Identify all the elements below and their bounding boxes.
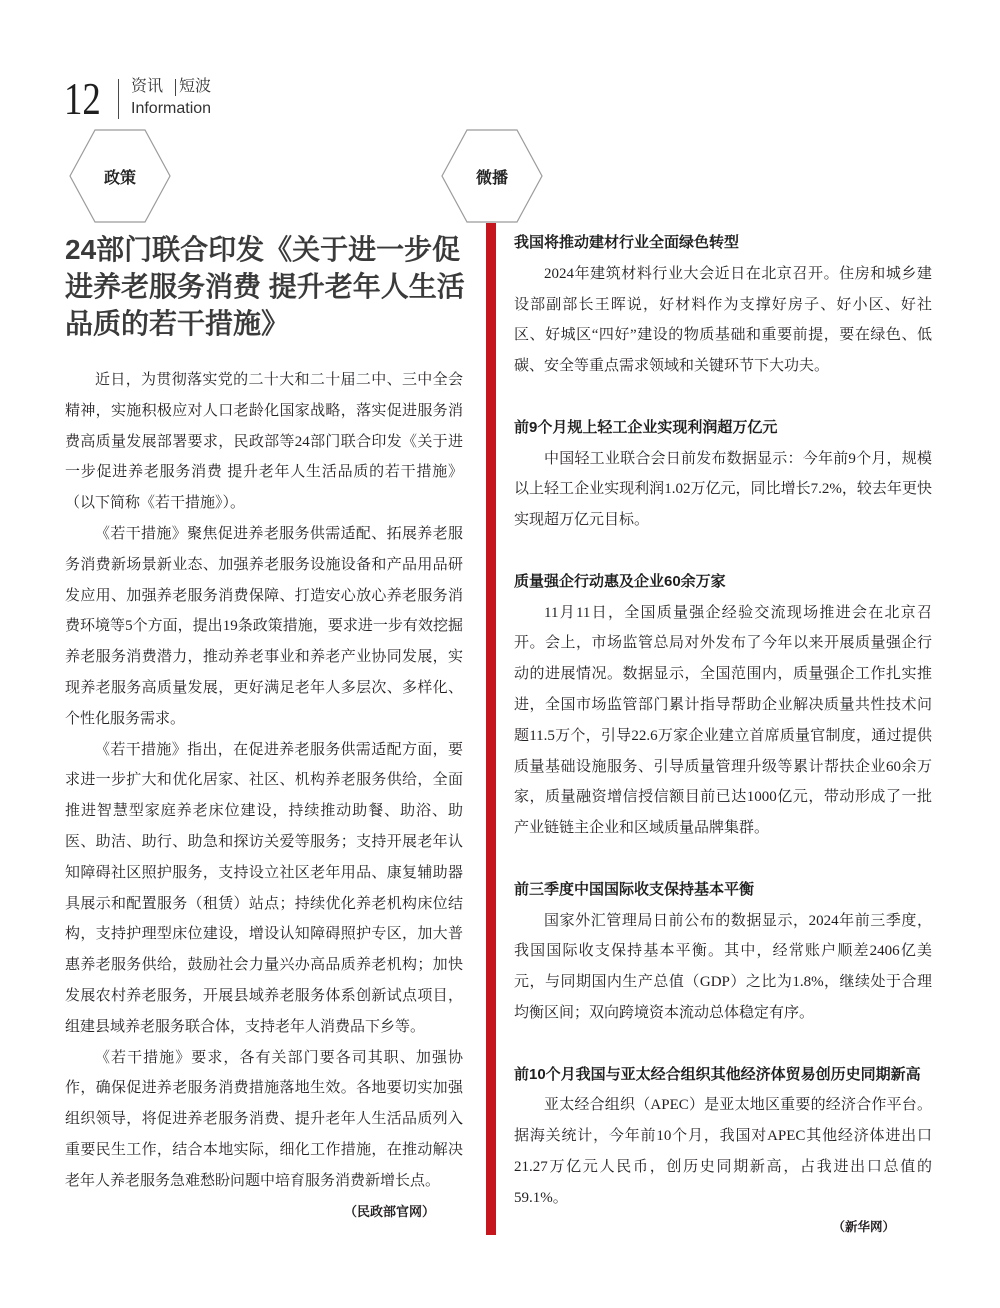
brief-body: 亚太经合组织（APEC）是亚太地区重要的经济合作平台。据海关统计，今年前10个月，我国对APEC其他经济体进出口21.27万亿元人民币，创历史同期新高，占我进出口总值的59.1%。 bbox=[514, 1097, 932, 1206]
title-line: 进养老服务消费 提升老年人生活 bbox=[65, 271, 465, 302]
section-label: 资讯 bbox=[131, 78, 164, 95]
policy-source: （民政部官网） bbox=[343, 1203, 435, 1219]
brief-body: 2024年建筑材料行业大会近日在北京召开。住房和城乡建设部副部长王晖说，好材料作为支撑好房子、好小区、好社区、好城区“四好”建设的物质基础和重要前提，要在绿色、低碳、安全等重点需求领域和关键环节下大功夫。 bbox=[514, 265, 932, 375]
title-line: 24部门联合印发《关于进一步促 bbox=[65, 234, 461, 265]
brief-heading: 前9个月规上轻工企业实现利润超万亿元 bbox=[514, 418, 778, 436]
policy-article-title bbox=[65, 231, 469, 342]
news-briefs bbox=[514, 228, 932, 1242]
header-divider bbox=[118, 79, 119, 119]
brief-item bbox=[514, 413, 932, 536]
brief-body: 中国轻工业联合会日前发布数据显示：今年前9个月，规模以上轻工企业实现利润1.02万亿元，同比增长7.2%，较去年更快实现超万亿元目标。 bbox=[514, 450, 932, 529]
subsection-label: 短波 bbox=[179, 78, 212, 95]
title-line: 品质的若干措施》 bbox=[65, 308, 290, 339]
brief-item bbox=[514, 875, 932, 1029]
section-separator bbox=[175, 79, 176, 96]
policy-tag-label: 政策 bbox=[103, 169, 136, 187]
briefs-tag-label: 微播 bbox=[475, 169, 508, 187]
policy-tag bbox=[69, 129, 171, 223]
brief-item bbox=[514, 1060, 932, 1214]
brief-item bbox=[514, 228, 932, 382]
brief-body: 11月11日，全国质量强企经验交流现场推进会在北京召开。会上，市场监管总局对外发布了今年以来开展质量强企行动的进展情况。数据显示，全国范围内，质量强企工作扎实推进，全国市场监管部门累计指导帮助企业解决质量共性技术问题11.5万个，引导22.6万家企业建立首席质量官制度，通过提供质量基础设施服务、引导质量管理升级等累计帮扶企业60余万家，质量融资增信授信额目前已达1000亿元，带动形成了一批产业链链主企业和区域质量品牌集群。 bbox=[514, 604, 932, 837]
brief-heading: 质量强企行动惠及企业60余万家 bbox=[514, 572, 726, 590]
brief-heading: 前10个月我国与亚太经合组织其他经济体贸易创历史同期新高 bbox=[514, 1065, 921, 1083]
column-divider bbox=[486, 223, 496, 1235]
brief-item bbox=[514, 567, 932, 844]
brief-body: 国家外汇管理局日前公布的数据显示，2024年前三季度，我国国际收支保持基本平衡。其中，经常账户顺差2406亿美元，与同期国内生产总值（GDP）之比为1.8%，继续处于合理均衡区间；双向跨境资本流动总体稳定有序。 bbox=[514, 912, 932, 1021]
page-number: 12 bbox=[64, 73, 101, 124]
policy-paragraph: 《若干措施》聚焦促进养老服务供需适配、拓展养老服务消费新场景新业态、加强养老服务设施设备和产品用品研发应用、加强养老服务消费保障、打造安心放心养老服务消费环境等5个方面，提出19条政策措施，要求进一步有效挖掘养老服务消费潜力，推动养老事业和养老产业协同发展，实现养老服务高质量发展，更好满足老年人多层次、多样化、个性化服务需求。 bbox=[65, 525, 463, 727]
policy-paragraph: 《若干措施》指出，在促进养老服务供需适配方面，要求进一步扩大和优化居家、社区、机构养老服务供给，全面推进智慧型家庭养老床位建设，持续推动助餐、助浴、助医、助洁、助行、助急和探访关爱等服务；支持开展老年认知障碍社区照护服务，支持设立社区老年用品、康复辅助器具展示和配置服务（租赁）站点；持续优化养老机构床位结构，支持护理型床位建设，增设认知障碍照护专区，加大普惠养老服务供给，鼓励社会力量兴办高品质养老机构；加快发展农村养老服务，开展县域养老服务体系创新试点项目，组建县域养老服务联合体，支持老年人消费品下乡等。 bbox=[65, 741, 463, 1035]
brief-heading: 前三季度中国国际收支保持基本平衡 bbox=[514, 880, 755, 898]
briefs-source: （新华网） bbox=[832, 1219, 895, 1234]
policy-paragraph: 《若干措施》要求，各有关部门要各司其职、加强协作，确保促进养老服务消费措施落地生效。各地要切实加强组织领导，将促进养老服务消费、提升老年人生活品质列入重要民生工作，结合本地实际，细化工作措施，在推动解决老年人养老服务急难愁盼问题中培育服务消费新增长点。 bbox=[65, 1049, 463, 1189]
policy-article-body bbox=[65, 365, 463, 1227]
brief-heading: 我国将推动建材行业全面绿色转型 bbox=[514, 234, 740, 251]
briefs-tag bbox=[441, 129, 543, 223]
section-heading bbox=[131, 77, 211, 97]
section-label-english: Information bbox=[131, 100, 212, 117]
policy-paragraph: 近日，为贯彻落实党的二十大和二十届二中、三中全会精神，实施积极应对人口老龄化国家战略，落实促进服务消费高质量发展部署要求，民政部等24部门联合印发《关于进一步促进养老服务消费 提升老年人生活品质的若干措施》（以下简称《若干措施》）。 bbox=[65, 372, 463, 512]
